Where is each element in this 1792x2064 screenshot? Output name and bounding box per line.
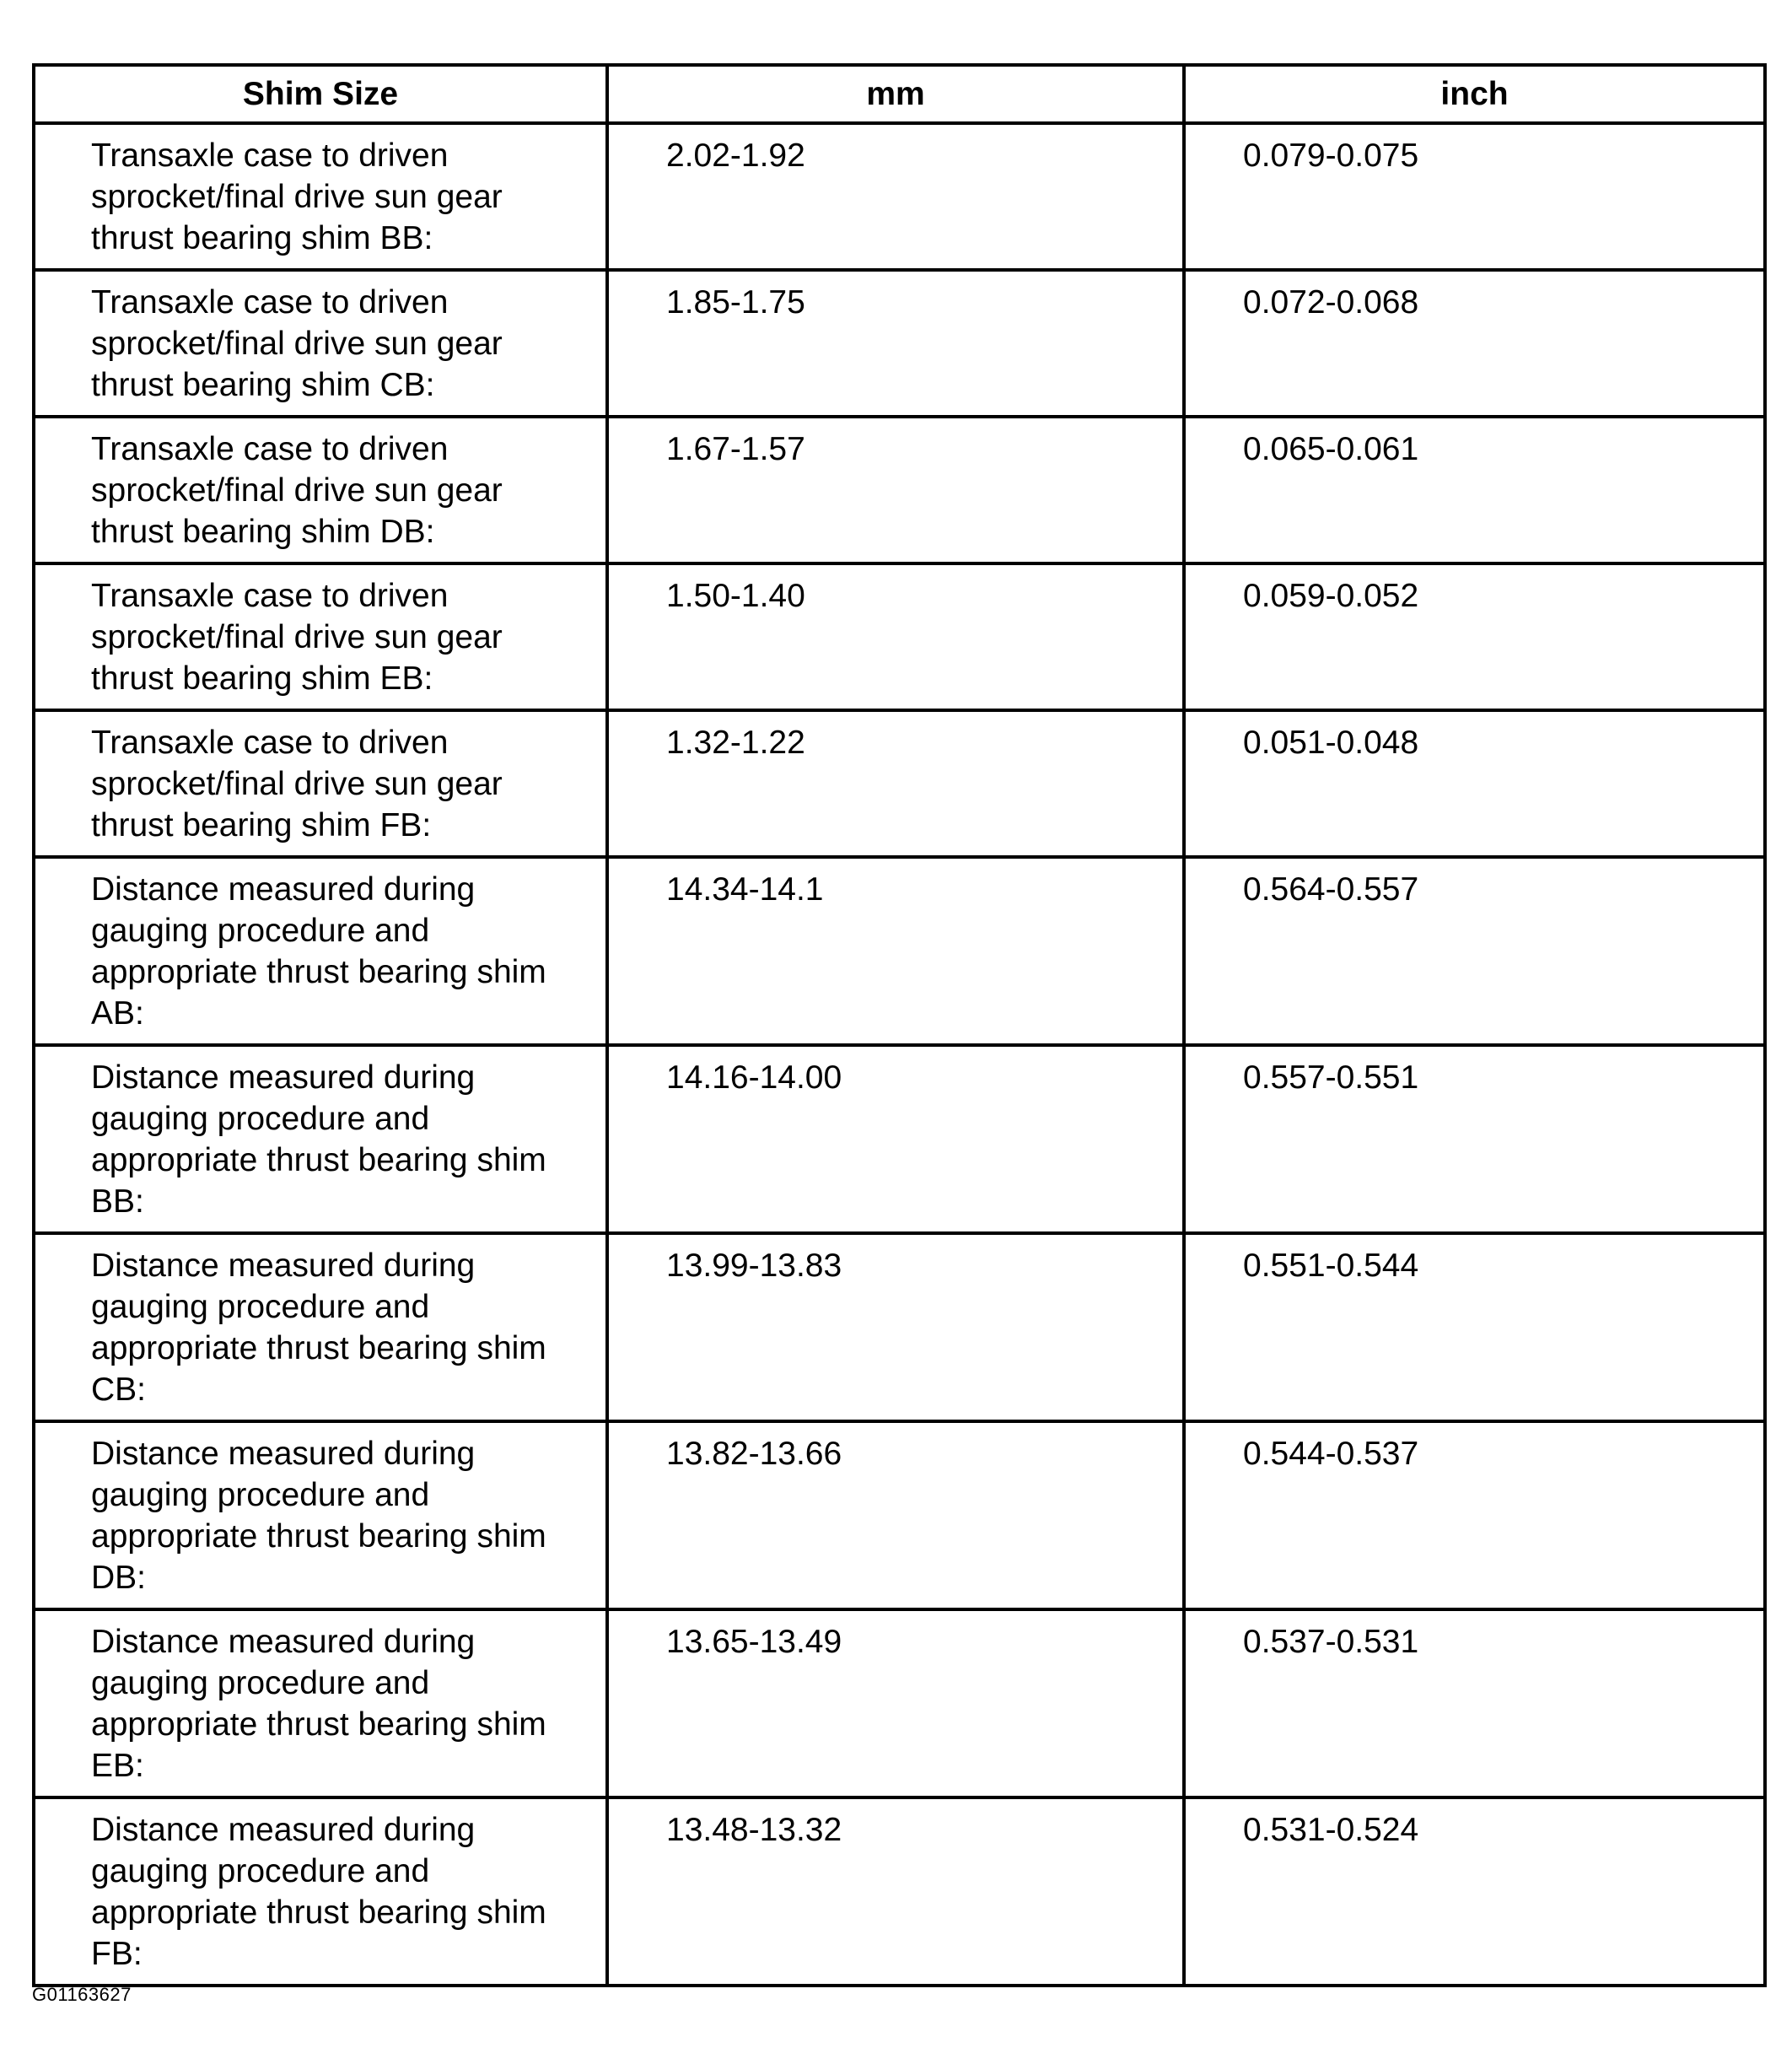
table-row	[34, 1797, 1765, 1986]
inch-value: 0.051-0.048	[1184, 710, 1765, 857]
table-row	[34, 417, 1765, 563]
inch-value: 0.065-0.061	[1184, 417, 1765, 563]
table-row	[34, 123, 1765, 270]
figure-id: G01163627	[32, 1984, 132, 2005]
mm-value: 13.48-13.32	[607, 1797, 1184, 1986]
mm-value: 13.82-13.66	[607, 1421, 1184, 1609]
shim-description: Distance measured during gauging procedure and appropriate thrust bearing shim AB:	[34, 857, 607, 1045]
table-row	[34, 270, 1765, 417]
shim-size-table	[32, 63, 1767, 1987]
shim-description: Transaxle case to driven sprocket/final drive sun gear thrust bearing shim BB:	[34, 123, 607, 270]
table-row	[34, 1421, 1765, 1609]
mm-value: 1.85-1.75	[607, 270, 1184, 417]
mm-value: 2.02-1.92	[607, 123, 1184, 270]
mm-value: 14.16-14.00	[607, 1045, 1184, 1233]
table-row	[34, 1233, 1765, 1421]
shim-size-table-container	[32, 63, 1763, 1987]
shim-description: Transaxle case to driven sprocket/final drive sun gear thrust bearing shim CB:	[34, 270, 607, 417]
inch-value: 0.564-0.557	[1184, 857, 1765, 1045]
header-inch: inch	[1184, 65, 1765, 123]
shim-description: Transaxle case to driven sprocket/final drive sun gear thrust bearing shim EB:	[34, 563, 607, 710]
mm-value: 1.32-1.22	[607, 710, 1184, 857]
shim-description: Distance measured during gauging procedure and appropriate thrust bearing shim DB:	[34, 1421, 607, 1609]
inch-value: 0.059-0.052	[1184, 563, 1765, 710]
table-row	[34, 1609, 1765, 1797]
table-header-row	[34, 65, 1765, 123]
mm-value: 1.50-1.40	[607, 563, 1184, 710]
table-row	[34, 710, 1765, 857]
table-row	[34, 563, 1765, 710]
shim-description: Transaxle case to driven sprocket/final drive sun gear thrust bearing shim DB:	[34, 417, 607, 563]
mm-value: 13.65-13.49	[607, 1609, 1184, 1797]
mm-value: 1.67-1.57	[607, 417, 1184, 563]
inch-value: 0.551-0.544	[1184, 1233, 1765, 1421]
inch-value: 0.531-0.524	[1184, 1797, 1765, 1986]
inch-value: 0.079-0.075	[1184, 123, 1765, 270]
header-mm: mm	[607, 65, 1184, 123]
shim-description: Transaxle case to driven sprocket/final drive sun gear thrust bearing shim FB:	[34, 710, 607, 857]
shim-description: Distance measured during gauging procedure and appropriate thrust bearing shim FB:	[34, 1797, 607, 1986]
inch-value: 0.557-0.551	[1184, 1045, 1765, 1233]
shim-description: Distance measured during gauging procedure and appropriate thrust bearing shim EB:	[34, 1609, 607, 1797]
inch-value: 0.544-0.537	[1184, 1421, 1765, 1609]
shim-description: Distance measured during gauging procedure and appropriate thrust bearing shim BB:	[34, 1045, 607, 1233]
inch-value: 0.537-0.531	[1184, 1609, 1765, 1797]
inch-value: 0.072-0.068	[1184, 270, 1765, 417]
mm-value: 13.99-13.83	[607, 1233, 1184, 1421]
table-row	[34, 857, 1765, 1045]
table-row	[34, 1045, 1765, 1233]
mm-value: 14.34-14.1	[607, 857, 1184, 1045]
shim-description: Distance measured during gauging procedure and appropriate thrust bearing shim CB:	[34, 1233, 607, 1421]
header-shim-size: Shim Size	[34, 65, 607, 123]
